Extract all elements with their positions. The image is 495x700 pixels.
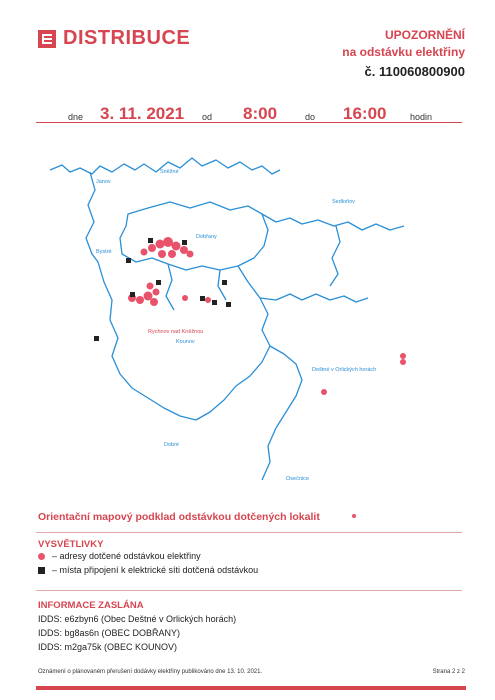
notice-number: č. 110060800900 [364, 64, 465, 79]
outage-date: 3. 11. 2021 [100, 104, 185, 123]
affected-address-dot [150, 298, 158, 306]
legend-item-connections: – místa připojení k elektrické síti dotčená odstávkou [52, 565, 259, 575]
end-time: 16:00 [343, 104, 387, 123]
idds-line: IDDS: m2ga75k (OBEC KOUNOV) [38, 642, 178, 652]
boundary-line [166, 264, 174, 310]
section-divider [36, 532, 462, 533]
hours-label: hodin [410, 112, 433, 122]
boundary-line [120, 202, 268, 270]
affected-address-dot [182, 295, 188, 301]
affected-address-dot [147, 283, 154, 290]
affected-address-dot [141, 249, 148, 256]
connection-point-square [182, 240, 187, 245]
boundary-line [330, 226, 340, 286]
affected-address-dot [163, 237, 173, 247]
date-label: dne [68, 112, 84, 122]
affected-address-dot [153, 289, 160, 296]
connection-point-square [94, 336, 99, 341]
place-label-janov: Janov [96, 179, 111, 185]
cez-logo-icon [38, 30, 56, 48]
map-caption: Orientační mapový podklad odstávkou dotčených lokalit [38, 511, 320, 523]
outage-map [40, 150, 420, 500]
place-label-snezne: Sněžné [160, 169, 179, 175]
footer-bar [36, 686, 466, 690]
connection-point-square [222, 280, 227, 285]
info-title: INFORMACE ZASLÁNA [38, 600, 144, 611]
notice-subtitle: na odstávku elektřiny [342, 45, 465, 59]
boundary-line [262, 214, 404, 230]
place-label-dobre: Dobré [164, 442, 179, 448]
place-label-kounov: Kounov [176, 339, 195, 345]
connection-point-square [148, 238, 153, 243]
from-label: od [202, 112, 213, 122]
affected-address-dot [205, 297, 211, 303]
place-label-destne: Deštné v Orlických horách [312, 367, 377, 373]
legend-title: VYSVĚTLIVKY [38, 539, 104, 550]
affected-address-dot [187, 251, 194, 258]
place-label-sedlonov: Sedloňov [332, 199, 355, 205]
caption-dot-icon [352, 514, 356, 518]
idds-line: IDDS: e6zbyn6 (Obec Deštné v Orlických horách) [38, 614, 237, 624]
place-label-rychnov: Rychnov nad Kněžnou [148, 329, 204, 335]
notice-title: UPOZORNĚNÍ [384, 28, 465, 42]
section-divider [36, 590, 462, 591]
place-label-dobrany: Dobřany [196, 234, 217, 240]
connection-point-square [130, 292, 135, 297]
boundary-line [262, 346, 302, 480]
connection-point-square [126, 258, 131, 263]
connection-point-square [212, 300, 217, 305]
boundary-line [196, 266, 270, 420]
publication-note: Oznámení o plánovaném přerušení dodávky elektřiny publikováno dne 13. 10. 2021. [38, 669, 263, 675]
affected-address-dot [148, 244, 156, 252]
place-label-bystre: Bystré [96, 249, 112, 255]
boundary-line [260, 294, 368, 302]
place-label-osecnice: Osečnice [286, 476, 309, 482]
page-number: Strana 2 z 2 [432, 669, 465, 675]
affected-address-dot [400, 353, 406, 359]
affected-address-dot [172, 242, 181, 251]
to-label: do [305, 112, 316, 122]
connection-point-square [226, 302, 231, 307]
connection-point-square [156, 280, 161, 285]
schedule-divider [36, 122, 462, 123]
affected-address-dot [168, 250, 176, 258]
affected-address-dot [321, 389, 327, 395]
idds-line: IDDS: bg8as6n (OBEC DOBŘANY) [38, 628, 181, 638]
affected-address-dot [400, 359, 406, 365]
affected-address-dot [144, 292, 153, 301]
affected-address-dot [136, 296, 144, 304]
start-time: 8:00 [243, 104, 278, 123]
affected-address-dot [158, 250, 166, 258]
address-dot-icon [38, 553, 45, 560]
connection-square-icon [38, 567, 45, 574]
legend-item-addresses: – adresy dotčené odstávkou elektřiny [52, 551, 201, 561]
brand-name: DISTRIBUCE [63, 27, 191, 49]
connection-point-square [200, 296, 205, 301]
